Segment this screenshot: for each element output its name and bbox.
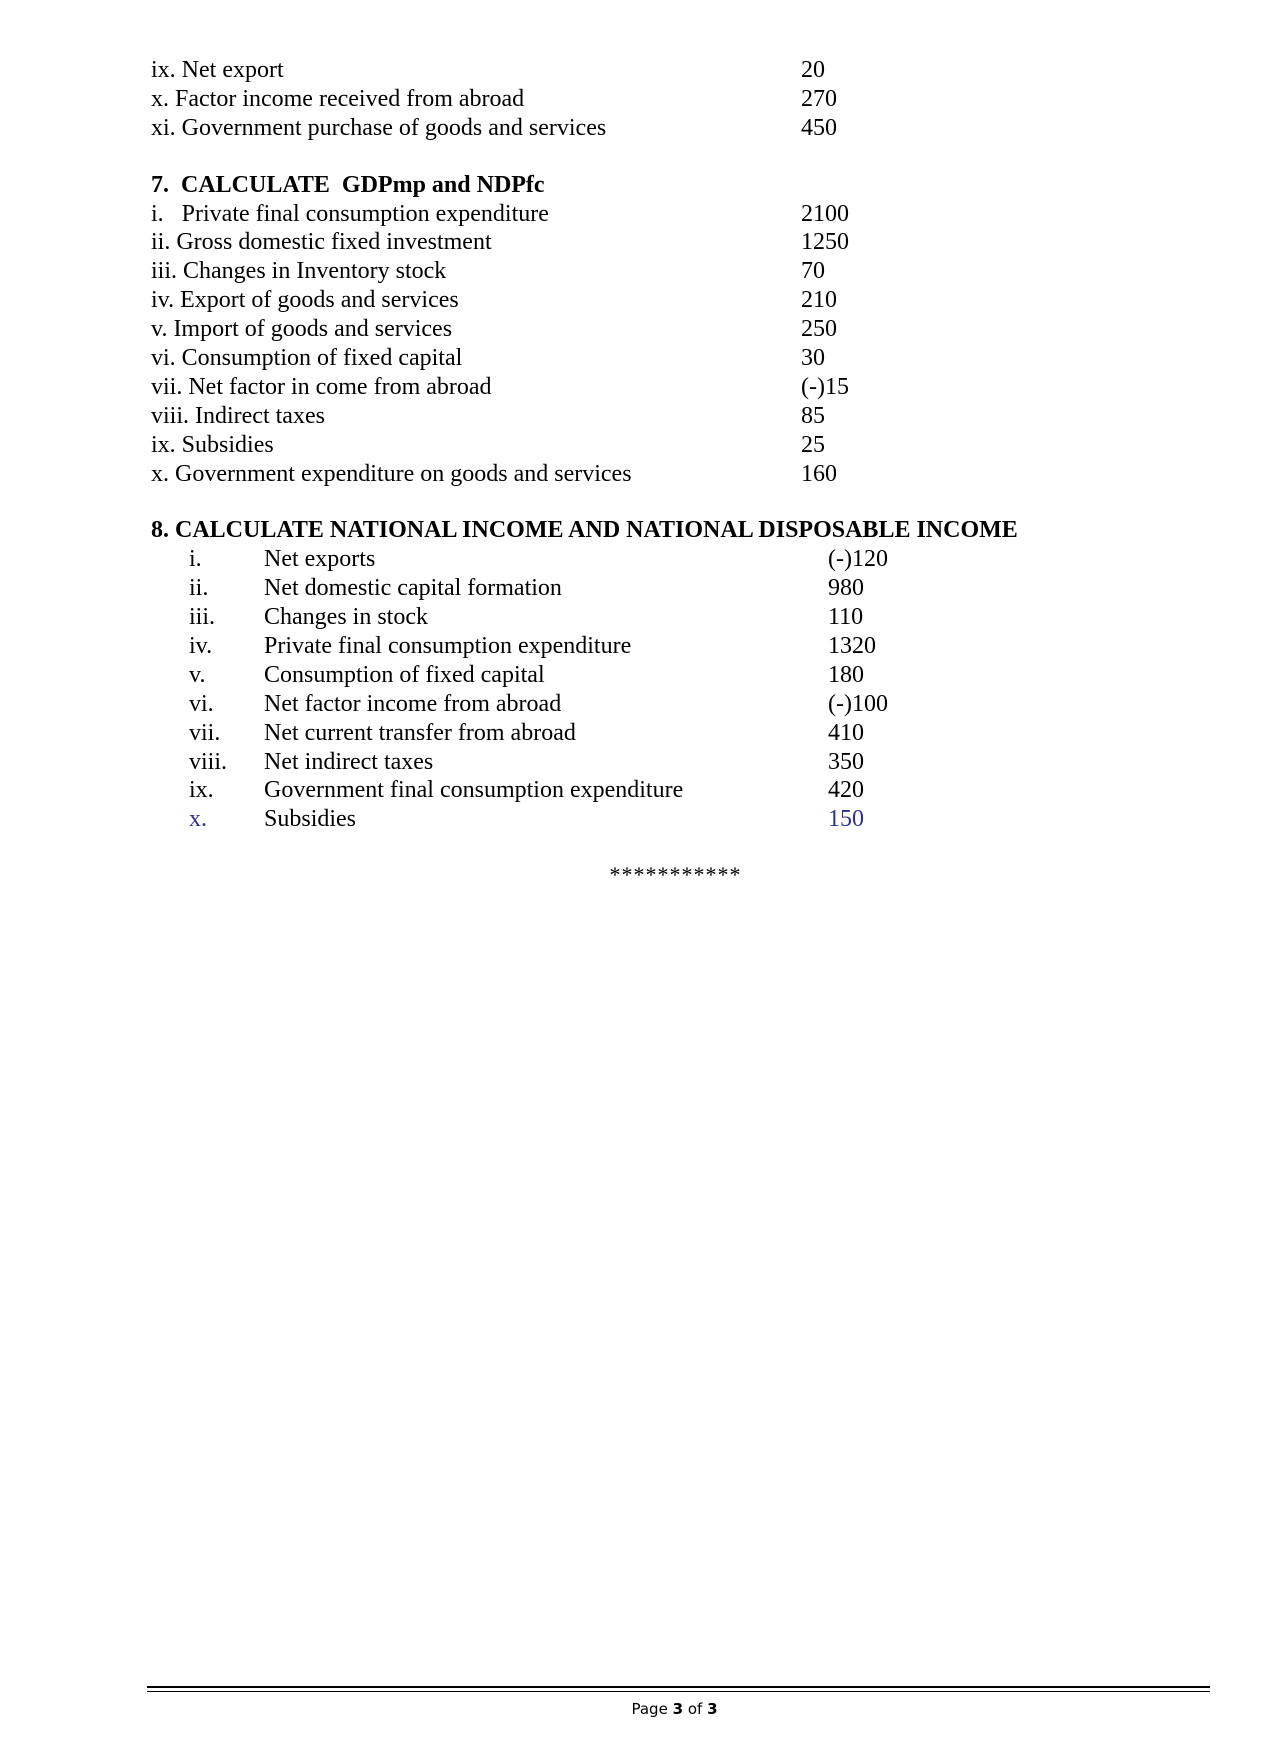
list-item — [151, 257, 1151, 286]
list-item — [151, 114, 1151, 143]
list-item — [151, 344, 1151, 373]
list-item — [151, 574, 1151, 603]
item-label: vi. Consumption of fixed capital — [151, 345, 463, 372]
item-number: vii. — [189, 719, 221, 746]
footer-divider-thin — [147, 1691, 1210, 1692]
item-value: 210 — [801, 287, 837, 314]
item-label: Changes in stock — [264, 604, 428, 631]
item-value: (-)100 — [828, 690, 888, 717]
item-value: 980 — [828, 575, 864, 602]
footer-page-total: 3 — [707, 1700, 718, 1718]
list-item — [151, 373, 1151, 402]
item-number: iv. — [189, 633, 213, 660]
list-item — [151, 603, 1151, 632]
item-value: 450 — [801, 114, 837, 141]
list-item — [151, 315, 1151, 344]
list-item — [151, 56, 1151, 85]
item-label: Consumption of fixed capital — [264, 661, 545, 688]
question-8-heading: 8. CALCULATE NATIONAL INCOME AND NATIONAL DISPOSABLE INCOME — [151, 517, 1018, 544]
list-item — [151, 85, 1151, 114]
list-top — [151, 56, 1151, 143]
item-label: x. Factor income received from abroad — [151, 85, 525, 112]
item-label: Government final consumption expenditure — [264, 777, 684, 804]
list-item — [151, 776, 1151, 805]
list-item — [151, 805, 1151, 834]
item-label: Private final consumption expenditure — [264, 633, 632, 660]
item-number: x. — [189, 806, 207, 833]
item-label: iv. Export of goods and services — [151, 287, 459, 314]
item-label: i. Private final consumption expenditure — [151, 200, 549, 227]
item-value: 2100 — [801, 200, 849, 227]
item-value: 1250 — [801, 229, 849, 256]
item-value: 30 — [801, 345, 825, 372]
question-8 — [151, 516, 1151, 834]
footer-page-current: 3 — [672, 1700, 684, 1718]
item-label: Net indirect taxes — [264, 748, 434, 775]
page-footer — [0, 1700, 1275, 1718]
list-item — [151, 228, 1151, 257]
list-item — [151, 402, 1151, 431]
item-label: xi. Government purchase of goods and services — [151, 114, 607, 141]
list-item — [151, 748, 1151, 777]
item-value: 25 — [801, 431, 825, 458]
item-value: 1320 — [828, 633, 876, 660]
item-label: vii. Net factor in come from abroad — [151, 373, 492, 400]
item-value: 160 — [801, 460, 837, 487]
list-item — [151, 200, 1151, 229]
question-7-heading: 7. CALCULATE GDPmp and NDPfc — [151, 171, 545, 198]
item-value: 20 — [801, 57, 825, 83]
item-value: 410 — [828, 719, 864, 746]
list-item — [151, 719, 1151, 748]
item-value: 350 — [828, 748, 864, 775]
document-body — [151, 56, 1151, 834]
item-value: (-)120 — [828, 546, 888, 573]
item-value: 70 — [801, 258, 825, 285]
item-label: Net exports — [264, 546, 376, 573]
item-label: ix. Net export — [151, 57, 284, 83]
item-number: i. — [189, 546, 202, 573]
item-number: iii. — [189, 604, 216, 631]
footer-of-word: of — [687, 1700, 703, 1718]
item-value: 180 — [828, 661, 864, 688]
item-label: Net factor income from abroad — [264, 690, 562, 717]
list-item — [151, 286, 1151, 315]
item-label: Subsidies — [264, 806, 357, 833]
item-number: ii. — [189, 575, 209, 602]
item-label: viii. Indirect taxes — [151, 402, 325, 429]
item-label: Net domestic capital formation — [264, 575, 562, 602]
item-value: 150 — [828, 806, 864, 833]
item-label: iii. Changes in Inventory stock — [151, 258, 447, 285]
list-item — [151, 431, 1151, 460]
item-value: 85 — [801, 402, 825, 429]
item-number: ix. — [189, 777, 214, 804]
item-label: x. Government expenditure on goods and services — [151, 460, 632, 487]
item-number: v. — [189, 661, 206, 688]
list-item — [151, 690, 1151, 719]
item-label: ii. Gross domestic fixed investment — [151, 229, 492, 256]
list-item — [151, 460, 1151, 489]
list-item — [151, 545, 1151, 574]
item-value: 250 — [801, 316, 837, 343]
item-label: ix. Subsidies — [151, 431, 274, 458]
item-label: v. Import of goods and services — [151, 316, 453, 343]
item-value: 420 — [828, 777, 864, 804]
item-value: 110 — [828, 604, 864, 631]
item-value: (-)15 — [801, 373, 849, 400]
item-number: vi. — [189, 690, 214, 717]
footer-page-word: Page — [631, 1700, 668, 1718]
item-number: viii. — [189, 748, 228, 775]
list-item — [151, 661, 1151, 690]
end-marker: *********** — [609, 862, 742, 887]
item-label: Net current transfer from abroad — [264, 719, 576, 746]
list-item — [151, 632, 1151, 661]
footer-divider — [147, 1686, 1210, 1688]
item-value: 270 — [801, 85, 837, 112]
question-7 — [151, 171, 1151, 489]
